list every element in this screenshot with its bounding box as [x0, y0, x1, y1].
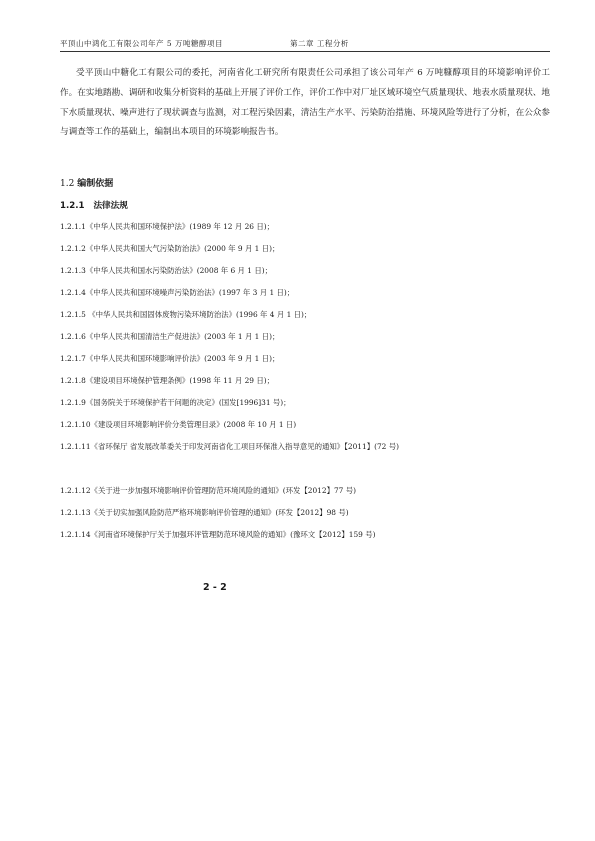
- page-header: [60, 38, 550, 52]
- law-item: 1.2.1.2《中华人民共和国大气污染防治法》(2000 年 9 月 1 日)；: [60, 244, 280, 253]
- law-item: 1.2.1.12《关于进一步加强环境影响评价管理防范环境风险的通知》(环发【2012】77 号): [60, 486, 357, 495]
- law-item: 1.2.1.3《中华人民共和国水污染防治法》(2008 年 6 月 1 日)；: [60, 266, 273, 275]
- subsection-heading: [60, 199, 128, 211]
- law-item: 1.2.1.4《中华人民共和国环境噪声污染防治法》(1997 年 3 月 1 日)；: [60, 288, 295, 297]
- page-number: 2 - 2: [203, 582, 227, 593]
- law-item: 1.2.1.5 《中华人民共和国固体废物污染环境防治法》(1996 年 4 月 1 日)；: [60, 310, 312, 319]
- header-project-title: 平顶山中鸿化工有限公司年产 5 万吨糖醇项目: [60, 39, 224, 48]
- section-title: 编制依据: [77, 179, 114, 189]
- law-item: 1.2.1.11《省环保厅 省发展改革委关于印发河南省化工项目环保准入指导意见的通知》【2011】(72 号): [60, 442, 399, 451]
- law-item: 1.2.1.9《国务院关于环境保护若干问题的决定》(国发[1996]31 号)；: [60, 398, 291, 407]
- section-number: 1.2: [60, 179, 75, 189]
- law-item: 1.2.1.10《建设项目环境影响评价分类管理目录》(2008 年 10 月 1 日): [60, 420, 297, 429]
- intro-paragraph: 受平顶山中糖化工有限公司的委托，河南省化工研究所有限责任公司承担了该公司年产 6 万吨糠醇项目的环境影响评价工作。在实地踏勘、调研和收集分析资料的基础上开展了评价工作，评价工作中对厂址区域环境空气质量现状、地表水质量现状、地下水质量现状、噪声进行了现状调查与监测，对工程污染因素，清洁生产水平、污染防治措施、环境风险等进行了分析，在公众参与调查等工作的基础上，编制出本项目的环境影响报告书。: [60, 68, 550, 138]
- law-item: 1.2.1.7《中华人民共和国环境影响评价法》(2003 年 9 月 1 日)；: [60, 354, 280, 363]
- header-chapter-title: 第二章 工程分析: [290, 39, 349, 48]
- subsection-title: 法律法规: [93, 201, 128, 211]
- section-heading: [60, 176, 113, 189]
- law-item: 1.2.1.14《河南省环境保护厅关于加强环评管理防范环境风险的通知》(豫环文【2012】159 号): [60, 530, 376, 539]
- law-item: 1.2.1.8《建设项目环境保护管理条例》(1998 年 11 月 29 日)；: [60, 376, 275, 385]
- law-item: 1.2.1.1《中华人民共和国环境保护法》(1989 年 12 月 26 日)；: [60, 222, 275, 231]
- header-rule: [60, 51, 550, 52]
- law-item: 1.2.1.6《中华人民共和国清洁生产促进法》(2003 年 1 月 1 日)；: [60, 332, 280, 341]
- law-item: 1.2.1.13《关于切实加强风险防范严格环境影响评价管理的通知》(环发【2012】98 号): [60, 508, 349, 517]
- subsection-number: 1.2.1: [60, 201, 85, 211]
